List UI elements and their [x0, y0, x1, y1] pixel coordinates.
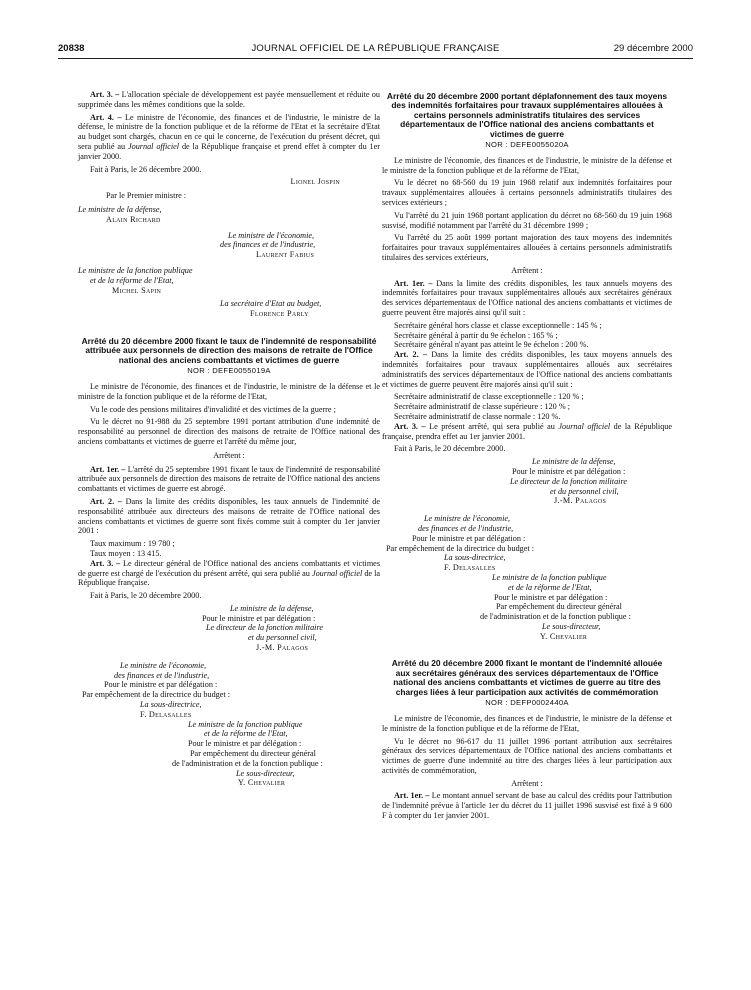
signature-title: et de la réforme de l'Etat, [90, 275, 174, 285]
article-paragraph: Art. 2. – Dans la limite des crédits disponibles, les taux annuels de l'indemnité de responsabilité attribuée aux directeurs des maisons de retraite de l'Office national des anciens combattants et victimes de guerre sont fixés comme suit à compter du 1er janvier 2001 : [78, 496, 381, 536]
signature-line: Pour le ministre et par délégation : [412, 533, 526, 543]
left-column [78, 90, 380, 788]
article-paragraph: Art. 3. – L'allocation spéciale de développement est payée mensuellement et réduite ou supprimée dans les mêmes conditions que la solde. [78, 90, 380, 109]
signature-line: Par empêchement du directeur général [496, 602, 622, 612]
nor-reference: NOR : DEFE0055019A [187, 366, 271, 376]
preamble-paragraph: Vu le code des pensions militaires d'invalidité et des victimes de la guerre ; [90, 404, 336, 414]
page-header [58, 40, 693, 59]
signature-name: J.-M. Palagos [554, 496, 607, 506]
signature-title: et du personnel civil, [248, 633, 317, 643]
signature-place-date: Fait à Paris, le 20 décembre 2000. [90, 591, 202, 601]
signature-title: Le ministre de l'économie, [120, 660, 207, 670]
signature-name: Laurent Fabius [256, 250, 315, 260]
preamble-paragraph: Vu l'arrêté du 21 juin 1968 portant application du décret no 68-560 du 19 juin 1968 susvisé, modifié notamment par l'arrêté du 31 décembre 1999 ; [382, 210, 672, 230]
signature-line: Pour le ministre et par délégation : [494, 592, 608, 602]
signature-name: Y. Chevalier [540, 631, 588, 641]
signature-name: J.-M. Palagos [256, 643, 309, 653]
nor-reference: NOR : DEFP0002440A [485, 698, 569, 708]
list-item: Taux maximum : 19 780 ; [90, 539, 175, 549]
signature-title: Le sous-directeur, [236, 768, 295, 778]
signature-title: Le ministre de la fonction publique [492, 572, 607, 582]
signature-title: Le ministre de la défense, [230, 603, 314, 613]
preamble-paragraph: Vu l'arrêté du 25 août 1999 portant majoration des taux moyens des indemnités forfaitaires pour travaux supplémentaires allouées à certains personnels administratifs titulaires des services extérieurs, [382, 233, 672, 262]
signature-name: F. Delasalles [444, 563, 496, 573]
list-item: Secrétaire administratif de classe normale : 120 %. [394, 411, 561, 421]
decree-title: Arrêté du 20 décembre 2000 portant déplafonnement des taux moyens des indemnités forfaitaires pour travaux supplémentaires allouées à certains personnels administratifs titulaires des services départementaux de l'Office national des anciens combattants et victimes de guerre [386, 91, 668, 139]
signature-line: Pour le ministre et par délégation : [202, 613, 316, 623]
signature-line: Pour le ministre et par délégation : [104, 680, 218, 690]
nor-reference: NOR : DEFE0055020A [485, 140, 569, 150]
signature-title: Le ministre de la fonction publique [78, 265, 193, 275]
signature-name: Alain Richard [106, 214, 161, 224]
page-number: 20838 [58, 43, 85, 54]
signature-title: Le ministre de la fonction publique [188, 719, 303, 729]
article-paragraph: Art. 1er. – L'arrêté du 25 septembre 1991 fixant le taux de l'indemnité de responsabilité attribuée aux personnels de direction des maisons de retraite de l'Office national des anciens combattants et victimes de guerre est abrogé. [78, 464, 381, 494]
signature-title: Le ministre de l'économie, [424, 514, 511, 524]
signature-title: Le directeur de la fonction militaire [510, 476, 627, 486]
signature-title: La secrétaire d'Etat au budget, [220, 299, 322, 309]
signature-title: Le directeur de la fonction militaire [206, 623, 323, 633]
signature-place-date: Fait à Paris, le 26 décembre 2000. [90, 164, 202, 174]
decree-title: Arrêté du 20 décembre 2000 fixant le taux de l'indemnité de responsabilité attribuée aux personnels de direction des maisons de retraite de l'Office national des anciens combattants et victimes de guerre [81, 335, 377, 365]
preamble-paragraph: Vu le décret no 68-560 du 19 juin 1968 relatif aux indemnités forfaitaires pour travaux supplémentaires allouées à certains personnels administratifs titulaires des services extérieurs ; [382, 178, 672, 208]
preamble-paragraph: Vu le décret no 91-988 du 25 septembre 1991 portant attribution d'une indemnité de responsabilité au personnel de direction des maisons de retraite de l'Office national des anciens combattants et victimes de guerre et l'arrêté du même jour, [78, 417, 380, 446]
signature-title: Le ministre de l'économie, [228, 230, 315, 240]
signature-title: Le sous-directeur, [542, 621, 601, 631]
preamble-paragraph: Le ministre de l'économie, des finances et de l'industrie, le ministre de la défense et le ministre de la fonction publique et de la réforme de l'Etat, [78, 381, 380, 401]
signature-title: et de la réforme de l'Etat, [204, 729, 288, 739]
publication-date: 29 décembre 2000 [613, 43, 693, 54]
signature-line: Pour le ministre et par délégation : [512, 466, 626, 476]
signature-line: de l'administration et de la fonction publique : [172, 758, 323, 768]
signature-name: Florence Parly [250, 309, 309, 319]
decree-title: Arrêté du 20 décembre 2000 fixant le montant de l'indemnité allouée aux secrétaires généraux des services départementaux de l'Office national des anciens combattants et victimes de guerre au titre des charges liées à leur participation aux activités de commémoration [391, 658, 663, 697]
preamble-paragraph: Le ministre de l'économie, des finances et de l'industrie, le ministre de la défense et le ministre de la fonction publique et de la réforme de l'Etat, [382, 713, 672, 733]
list-item: Secrétaire général n'ayant pas atteint le 9e échelon : 200 %. [394, 340, 589, 350]
article-paragraph: Art. 3. – Le directeur général de l'Office national des anciens combattants et victimes de guerre est chargé de l'exécution du présent arrêté, qui sera publié au Journal officiel de la République française. [78, 558, 381, 588]
signature-line: Par empêchement du directeur général [190, 749, 316, 759]
preamble-paragraph: Vu le décret no 96-617 du 11 juillet 1996 portant attribution aux secrétaires généraux des services départementaux de l'Office national des anciens combattants et victimes de guerre d'une indemnité au titre des charges liées à leur participation aux activités de commémoration, [382, 736, 672, 775]
list-item: Secrétaire général hors classe et classe exceptionnelle : 145 % ; [394, 320, 602, 330]
arretent-label: Arrêtent : [213, 450, 245, 460]
signature-line: Pour le ministre et par délégation : [188, 739, 302, 749]
article-paragraph: Art. 3. – Le présent arrêté, qui sera publié au Journal officiel de la République française, prendra effet au 1er janvier 2001. [382, 421, 673, 441]
signature-line: de l'administration et de la fonction publique : [480, 612, 631, 622]
article-paragraph: Art. 1er. – Dans la limite des crédits disponibles, les taux annuels moyens des indemnités forfaitaires pour travaux supplémentaires alloués aux secrétaires généraux des services départementaux de l'Office national des anciens combattants et victimes de guerre peuvent être majorés ainsi qu'il suit : [382, 278, 673, 317]
signature-line: Par le Premier ministre : [106, 191, 187, 201]
signature-place-date: Fait à Paris, le 20 décembre 2000. [394, 444, 506, 454]
signature-title: et de la réforme de l'Etat, [508, 582, 592, 592]
arretent-label: Arrêtent : [511, 778, 543, 788]
signature-title: des finances et de l'industrie, [418, 523, 514, 533]
list-item: Secrétaire administratif de classe supérieure : 120 % ; [394, 402, 570, 412]
signature-line: Par empêchement de la directrice du budget : [386, 543, 534, 553]
signature-title: Le ministre de la défense, [78, 204, 162, 214]
signature-line: Par empêchement de la directrice du budget : [82, 690, 230, 700]
arretent-label: Arrêtent : [511, 265, 543, 275]
signature-title: des finances et de l'industrie, [114, 670, 210, 680]
signature-title: La sous-directrice, [140, 700, 202, 710]
article-paragraph: Art. 1er. – Le montant annuel servant de base au calcul des crédits pour l'attribution de l'indemnité prévue à l'article 1er du décret du 11 juillet 1996 susvisé est fixé à 9 600 F à compter du 1er janvier 2001. [382, 791, 672, 821]
signature-title: La sous-directrice, [444, 553, 506, 563]
signature-title: Le ministre de la défense, [532, 457, 616, 467]
list-item: Secrétaire administratif de classe exceptionnelle : 120 % ; [394, 392, 584, 402]
signature-title: et du personnel civil, [550, 486, 619, 496]
signature-name: Michel Sapin [112, 285, 162, 295]
signature-name: Lionel Jospin [290, 177, 340, 187]
preamble-paragraph: Le ministre de l'économie, des finances et de l'industrie, le ministre de la défense et le ministre de la fonction publique et de la réforme de l'Etat, [382, 155, 672, 175]
article-paragraph: Art. 2. – Dans la limite des crédits disponibles, les taux moyens annuels des indemnités forfaitaires pour travaux supplémentaires alloués aux secrétaires administratifs des services départementaux de l'Office national des anciens combattants et victimes de guerre peuvent être majorés ainsi qu'il suit : [382, 350, 673, 389]
list-item: Secrétaire général à partir du 9e échelon : 165 % ; [394, 330, 558, 340]
right-column [382, 92, 672, 824]
signature-title: des finances et de l'industrie, [220, 240, 316, 250]
list-item: Taux moyen : 13 415. [90, 548, 162, 558]
signature-name: Y. Chevalier [238, 778, 286, 788]
signature-name: F. Delasalles [140, 709, 192, 719]
article-paragraph: Art. 4. – Le ministre de l'économie, des finances et de l'industrie, le ministre de la défense, le ministre de la fonction publique et de la réforme de l'Etat et la secrétaire d'Etat au budget sont chargés, chacun en ce qui le concerne, de l'exécution du présent décret, qui sera publié au Journal officiel de la République française et prend effet à compter du 1er janvier 2000. [78, 112, 381, 161]
journal-title: JOURNAL OFFICIEL DE LA RÉPUBLIQUE FRANÇAISE [251, 43, 500, 54]
